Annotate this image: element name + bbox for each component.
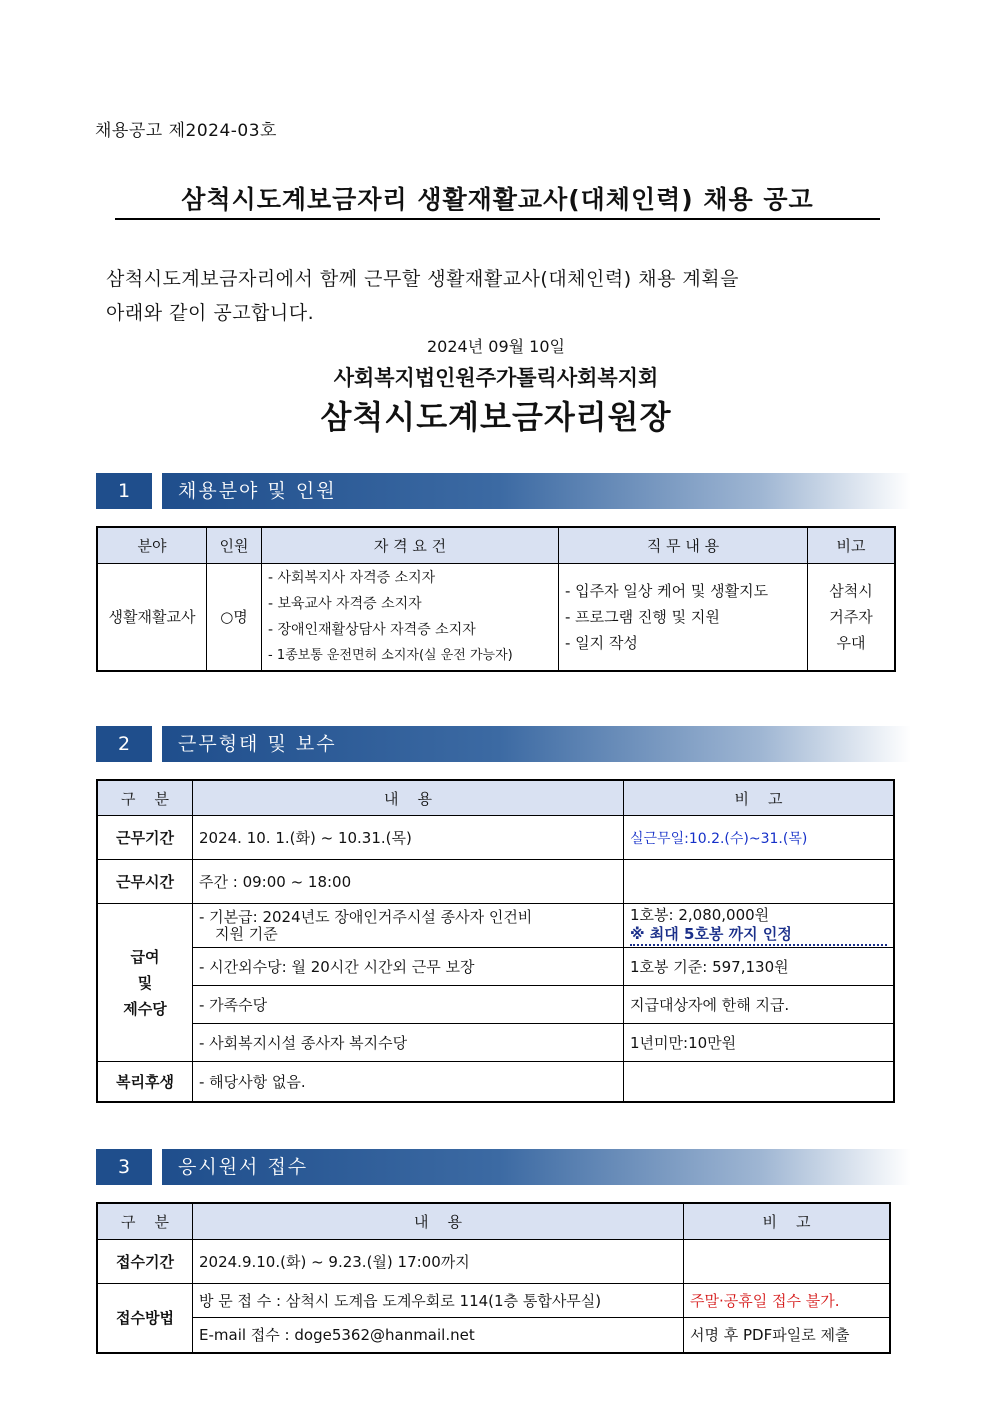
col-content: 내 용 bbox=[193, 1203, 684, 1239]
col-note: 비 고 bbox=[684, 1203, 891, 1239]
section-1-header bbox=[96, 473, 911, 509]
work-period-note: 실근무일:10.2.(수)~31.(목) bbox=[624, 816, 895, 860]
remarks-value bbox=[808, 563, 896, 671]
application-period-value: 2024.9.10.(화) ~ 9.23.(월) 17:00까지 bbox=[193, 1239, 684, 1283]
base-pay-line: - 기본급: 2024년도 장애인거주시설 종사자 인건비 bbox=[199, 907, 533, 926]
benefits-note bbox=[624, 1062, 895, 1102]
intro-text bbox=[106, 262, 896, 330]
page-title: 삼척시도계보금자리 생활재활교사(대체인력) 채용 공고 bbox=[115, 180, 880, 220]
col-qualification: 자 격 요 건 bbox=[262, 527, 559, 563]
notice-date: 2024년 09월 10일 bbox=[427, 337, 565, 356]
section-title: 응시원서 접수 bbox=[178, 1156, 309, 1178]
section-title: 근무형태 및 보수 bbox=[178, 733, 337, 755]
intro-line-2: 아래와 같이 공고합니다. bbox=[106, 302, 315, 324]
section-number: 3 bbox=[96, 1149, 152, 1185]
email-submission-note: 서명 후 PDF파일로 제출 bbox=[684, 1317, 891, 1353]
application-method-label: 접수방법 bbox=[97, 1283, 193, 1353]
base-pay-note-highlight: ※ 최대 5호봉 까지 인정 bbox=[630, 925, 887, 946]
col-category: 구 분 bbox=[97, 1203, 193, 1239]
work-hours-note bbox=[624, 860, 895, 904]
qualification-item: - 장애인재활상담사 자격증 소지자 bbox=[268, 621, 476, 638]
section-2-header bbox=[96, 726, 911, 762]
col-duties: 직 무 내 용 bbox=[559, 527, 808, 563]
base-pay-note bbox=[624, 904, 895, 948]
organization-name: 사회복지법인원주가톨릭사회복지회 bbox=[333, 366, 659, 390]
application-period-label: 접수기간 bbox=[97, 1239, 193, 1283]
intro-line-1: 삼척시도계보금자리에서 함께 근무할 생활재활교사(대체인력) 채용 계획을 bbox=[106, 268, 739, 290]
work-hours-label: 근무시간 bbox=[97, 860, 193, 904]
overtime-pay-note: 1호봉 기준: 597,130원 bbox=[624, 948, 895, 986]
application-table bbox=[96, 1202, 891, 1354]
col-content: 내 용 bbox=[193, 780, 624, 816]
section-number: 2 bbox=[96, 726, 152, 762]
count-value: ○명 bbox=[207, 563, 262, 671]
col-remarks: 비고 bbox=[808, 527, 896, 563]
base-pay bbox=[193, 904, 624, 948]
qualification-list bbox=[262, 563, 559, 671]
work-pay-table bbox=[96, 779, 895, 1103]
overtime-pay: - 시간외수당: 월 20시간 시간외 근무 보장 bbox=[193, 948, 624, 986]
section-bar bbox=[162, 1149, 911, 1185]
section-number: 1 bbox=[96, 473, 152, 509]
section-bar bbox=[162, 473, 911, 509]
work-period-label: 근무기간 bbox=[97, 816, 193, 860]
benefits-label: 복리후생 bbox=[97, 1062, 193, 1102]
pay-label-line: 급여 bbox=[130, 947, 160, 966]
director-title: 삼척시도계보금자리원장 bbox=[320, 398, 672, 436]
qualification-item: - 사회복지사 자격증 소지자 bbox=[268, 569, 436, 586]
col-category: 구 분 bbox=[97, 780, 193, 816]
work-period-value: 2024. 10. 1.(화) ~ 10.31.(목) bbox=[193, 816, 624, 860]
pay-label bbox=[97, 904, 193, 1062]
col-field: 분야 bbox=[97, 527, 207, 563]
base-pay-line: 지원 기준 bbox=[215, 924, 278, 943]
benefits-value: - 해당사항 없음. bbox=[193, 1062, 624, 1102]
visit-submission-note: 주말·공휴일 접수 불가. bbox=[684, 1283, 891, 1317]
remark-line: 삼척시 bbox=[829, 581, 873, 600]
field-value: 생활재활교사 bbox=[97, 563, 207, 671]
duties-list bbox=[559, 563, 808, 671]
duty-item: - 프로그램 진행 및 지원 bbox=[565, 607, 720, 626]
pay-label-line: 제수당 bbox=[123, 999, 167, 1018]
email-submission: E-mail 접수 : doge5362@hanmail.net bbox=[193, 1317, 684, 1353]
work-hours-value: 주간 : 09:00 ~ 18:00 bbox=[193, 860, 624, 904]
qualification-item: - 보육교사 자격증 소지자 bbox=[268, 595, 422, 612]
visit-submission: 방 문 접 수 : 삼척시 도계읍 도계우회로 114(1층 통합사무실) bbox=[193, 1283, 684, 1317]
col-note: 비 고 bbox=[624, 780, 895, 816]
col-count: 인원 bbox=[207, 527, 262, 563]
notice-number: 채용공고 제2024-03호 bbox=[95, 121, 277, 141]
recruit-field-table bbox=[96, 526, 896, 672]
application-period-note bbox=[684, 1239, 891, 1283]
duty-item: - 입주자 일상 케어 및 생활지도 bbox=[565, 581, 769, 600]
duty-item: - 일지 작성 bbox=[565, 633, 638, 652]
section-3-header bbox=[96, 1149, 911, 1185]
family-allowance-note: 지급대상자에 한해 지급. bbox=[624, 986, 895, 1024]
qualification-item: - 1종보통 운전면허 소지자(실 운전 가능자) bbox=[268, 647, 513, 663]
remark-line: 우대 bbox=[836, 633, 866, 652]
base-pay-note-line: 1호봉: 2,080,000원 bbox=[630, 905, 770, 924]
family-allowance: - 가족수당 bbox=[193, 986, 624, 1024]
section-title: 채용분야 및 인원 bbox=[178, 480, 337, 502]
welfare-allowance: - 사회복지시설 종사자 복지수당 bbox=[193, 1024, 624, 1062]
pay-label-line: 및 bbox=[137, 973, 153, 992]
remark-line: 거주자 bbox=[829, 607, 873, 626]
section-bar bbox=[162, 726, 911, 762]
welfare-allowance-note: 1년미만:10만원 bbox=[624, 1024, 895, 1062]
